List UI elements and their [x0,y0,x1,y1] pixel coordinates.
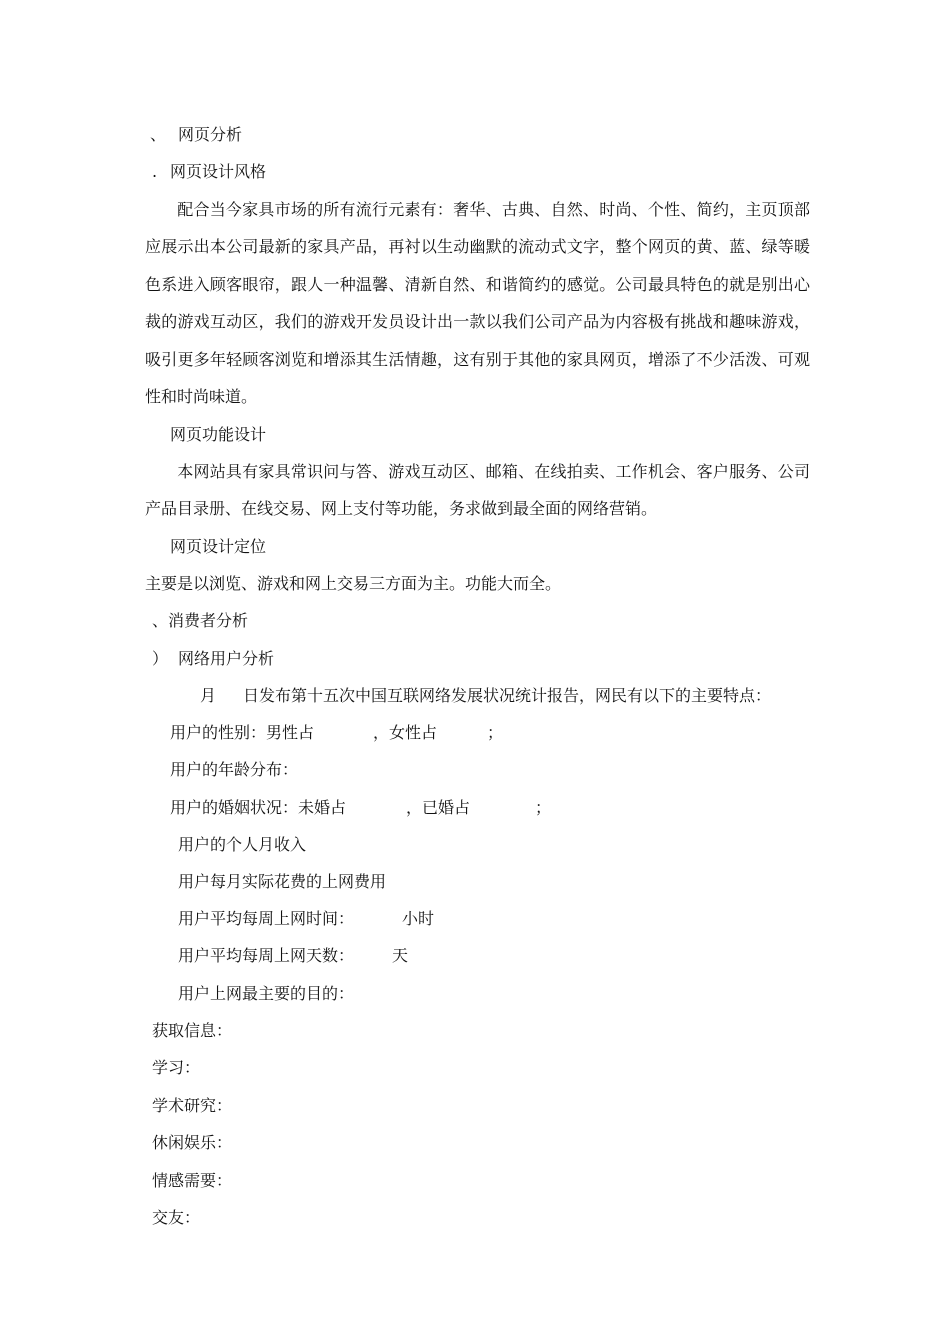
heading-design-position: 网页设计定位 [170,537,267,556]
weekly-time-unit: 小时 [402,909,435,928]
gender-female: ，女性占 [373,723,438,742]
purpose-item: 休闲娱乐： [152,1133,233,1152]
weekly-time-label: 用户平均每周上网时间： [178,909,355,928]
weekly-days-unit: 天 [392,946,409,965]
paragraph-design-style [145,191,810,415]
purpose-item: 获取信息： [152,1021,233,1040]
purpose-item: 学习： [152,1058,201,1077]
purpose-heading: 用户上网最主要的目的： [178,984,355,1003]
purpose-item: 情感需要： [152,1171,233,1190]
paragraph-design-position: 主要是以浏览、游戏和网上交易三方面为主。功能大而全。 [145,574,562,593]
gender-end: ； [487,723,504,742]
heading-web-analysis: 网页分析 [178,125,243,144]
heading-consumer-analysis: 、消费者分析 [152,611,249,630]
purpose-item: 学术研究： [152,1096,233,1115]
section-mark: 、 [150,125,167,144]
heading-function-design: 网页功能设计 [170,425,267,444]
gender-label: 用户的性别：男性占 [170,723,315,742]
list-mark: ） [152,649,169,668]
subsection-mark: . [152,162,158,181]
heading-design-style: 网页设计风格 [170,162,267,181]
marital-married: ，已婚占 [406,798,471,817]
paragraph-design-style-text: 配合当今家具市场的所有流行元素有：奢华、古典、自然、时尚、个性、简约，主页顶部应展示出本公司最新的家具产品，再衬以生动幽默的流动式文字，整个网页的黄、蓝、绿等暖色系进入顾客眼帘，跟人一种温馨、清新自然、和谐简约的感觉。公司最具特色的就是别出心裁的游戏互动区，我们的游戏开发员设计出一款以我们公司产品为内容极有挑战和趣味游戏，吸引更多年轻顾客浏览和增添其生活情趣，这有别于其他的家具网页，增添了不少活泼、可观性和时尚味道。 [145,200,810,407]
paragraph-function-design-text: 本网站具有家具常识问与答、游戏互动区、邮箱、在线拍卖、工作机会、客户服务、公司产品目录册、在线交易、网上支付等功能，务求做到最全面的网络营销。 [145,462,810,519]
marital-label: 用户的婚姻状况：未婚占 [170,798,347,817]
heading-network-user-analysis: 网络用户分析 [178,649,275,668]
report-month: 月 [200,686,217,705]
purpose-item: 交友： [152,1208,201,1227]
paragraph-function-design [145,453,810,528]
monthly-income: 用户的个人月收入 [178,835,307,854]
age-distribution: 用户的年龄分布： [170,760,299,779]
weekly-days-label: 用户平均每周上网天数： [178,946,355,965]
marital-end: ； [535,798,552,817]
report-text: 日发布第十五次中国互联网络发展状况统计报告，网民有以下的主要特点： [243,686,772,705]
monthly-fee: 用户每月实际花费的上网费用 [178,872,387,891]
